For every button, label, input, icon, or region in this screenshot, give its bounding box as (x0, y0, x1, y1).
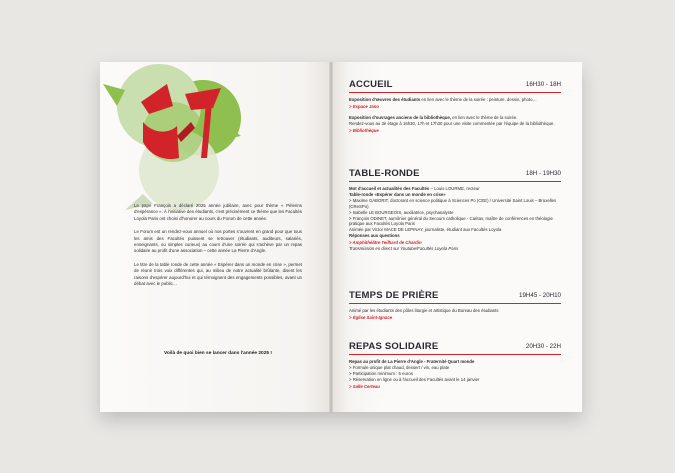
expo-library-title: Exposition d'ouvrages anciens de la bibliothèque, (349, 114, 452, 120)
intro-text (134, 203, 302, 294)
round-table-title: Table-ronde «Espérer dans un monde en crise» (349, 191, 446, 197)
welcome-speaker: – Louis LOURME, recteur (429, 186, 480, 191)
section-repas (349, 341, 561, 389)
intro-paragraph-1: Le pape François a déclaré 2025 année jubilaire, avec pour thème « Pèlerins d'espérance ». À l'initiative des étudiants, c'est précisément ce thème que les Facultés Loyola Paris ont choisi d'honorer au cours du Forum de cette année. (134, 203, 302, 221)
section-priere (349, 290, 561, 320)
section-body (349, 97, 561, 134)
section-title: TEMPS DE PRIÈRE (349, 290, 439, 301)
intro-paragraph-2: Le Forum est un rendez-vous annuel où nos portes s'ouvrent en grand pour que tous les amis des Facultés puissent se retrouver (étudiants, auditeurs, salariés, enseignants, ou simples curieux) au cours d'une soirée qui s'achève par un repas solidaire au profit d'une association – cette année La Pierre d'Angle. (134, 229, 302, 254)
intro-paragraph-3: Le titre de la table ronde de cette année « Espérer dans un monde en crise », permet de réunir trois voix différentes qui, au milieu de notre actualité brûlante, disent les raisons d'espérer aujourd'hui et qui témoignent des engagements possibles, avant un débat avec le public… (134, 261, 302, 287)
section-time: 18H - 19H30 (525, 170, 561, 177)
speaker-le-bourgeois: > Isabelle LE BOURGEOIS, auxiliatrice, psychanalyste (349, 209, 454, 215)
section-title: TABLE-RONDE (349, 168, 420, 179)
section-title: ACCUEIL (349, 79, 393, 90)
welcome-title: Mot d'accueil et actualités des Facultés (349, 186, 430, 191)
section-body (349, 186, 561, 252)
section-divider (349, 92, 561, 93)
dinner-reservation: > Réservation en ligne ou à l'accueil des Facultés avant le 14 janvier (349, 376, 480, 382)
right-page (331, 62, 582, 412)
section-time: 16H30 - 18H (525, 81, 561, 88)
expo-students-title: Exposition d'œuvres des étudiants (349, 97, 421, 102)
location-bibliotheque: > Bibliothèque (349, 127, 379, 133)
expo-library-details: Rendez-vous au 3è étage à 16h30, 17h et 17h30 pour une visite commentée par l'équipe de la bibliothèque. (349, 120, 555, 126)
section-body (349, 359, 561, 390)
expo-library-text: en lien avec le thème de la soirée. (451, 114, 518, 120)
prayer-text: Animé par les étudiants des pôles liturgie et artistique du Bureau des étudiants (349, 308, 499, 313)
location-eglise: > Église Saint-Ignace (349, 314, 393, 320)
expo-students-text: en lien avec le thème de la soirée : peinture, dessin, photo… (420, 97, 537, 102)
location-salle-certeau: > Salle Certeau (349, 383, 380, 389)
section-accueil (349, 79, 561, 133)
closing-line: Voilà de quoi bien se lancer dans l'année 2025 ! (164, 351, 272, 356)
section-divider (349, 181, 561, 182)
dinner-title: Repas au profit de La Pierre d'Angle - Fraternité Quart monde (349, 359, 475, 364)
section-divider (349, 354, 561, 355)
section-time: 19H45 - 20H10 (519, 292, 561, 299)
section-title: REPAS SOLIDAIRE (349, 341, 439, 352)
section-time: 20H30 - 22H (525, 343, 561, 350)
location-espace-jano: > Espace Jano (349, 103, 379, 109)
moderator: Animée par Victor MACE DE LEPINAY, journaliste, étudiant aux Facultés Loyola (349, 227, 502, 233)
speaker-gaborit: > Maxime GABORIT, doctorant en science politique à Sciences Po (CEE) / Université Saint Louis – Bruxelles (CReSPo) (349, 197, 557, 209)
dinner-price: > Participation minimum : 5 euros (349, 370, 413, 376)
jubilee-logo-graphic (103, 62, 243, 212)
dinner-menu: > Formule unique plat chaud, dessert / vin, eau plate (349, 364, 450, 370)
speaker-odinet: > François ODINET, aumônier général du Secours catholique - Caritas, maître de conférences en théologie pratique aux Facultés Loyola Paris (349, 215, 553, 227)
questions: Réponses aux questions (349, 233, 400, 239)
section-table-ronde (349, 168, 561, 252)
booklet-spine (329, 62, 333, 412)
livestream-note: Transmission en direct sur Youtube/Facultés Loyola Paris (349, 246, 459, 252)
section-divider (349, 303, 561, 304)
left-page (100, 62, 331, 412)
location-amphitheatre: > Amphithéâtre Teilhard de Chardin (349, 240, 422, 246)
section-body (349, 308, 561, 321)
